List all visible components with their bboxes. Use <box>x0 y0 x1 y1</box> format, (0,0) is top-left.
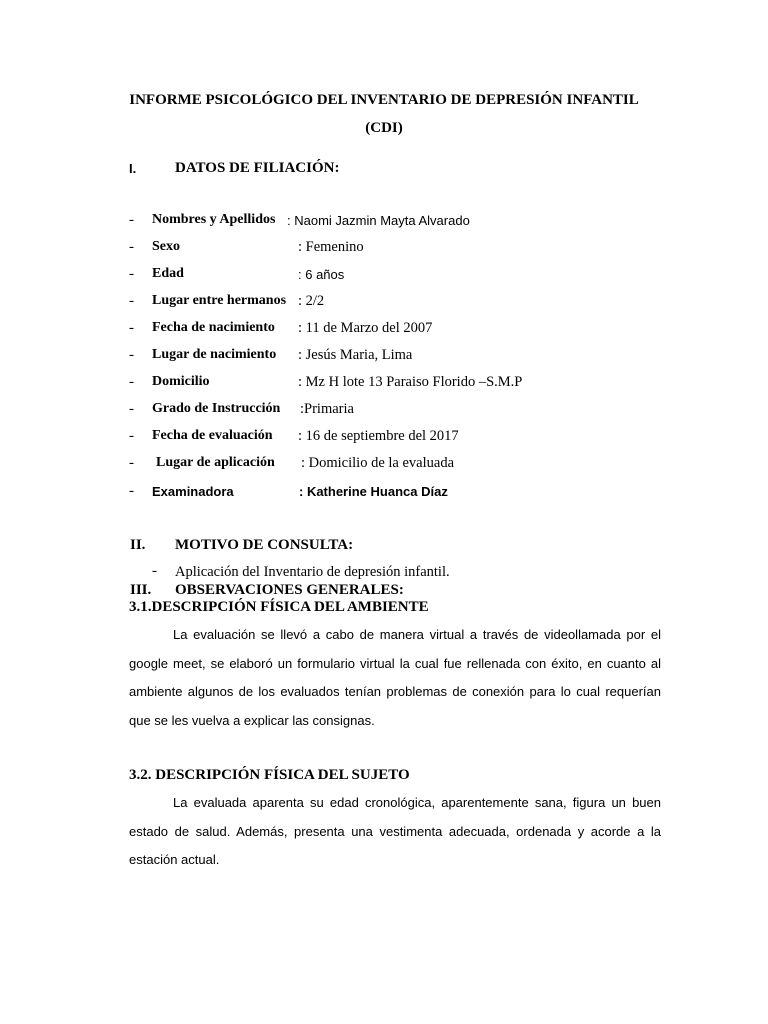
environment-description <box>129 621 661 735</box>
bullet-dash: - <box>129 293 134 309</box>
field-value: : Naomi Jazmin Mayta Alvarado <box>287 213 470 228</box>
field-value: : Domicilio de la evaluada <box>301 455 455 471</box>
bullet-dash: - <box>129 455 134 471</box>
bullet-dash: - <box>129 428 134 444</box>
field-value: : 6 años <box>298 267 345 282</box>
field-label: Edad <box>152 266 184 281</box>
field-value: : 16 de septiembre del 2017 <box>298 428 459 444</box>
field-value: : 11 de Marzo del 2007 <box>298 320 433 336</box>
section3-heading: OBSERVACIONES GENERALES: <box>175 582 404 598</box>
field-value: : Femenino <box>298 239 364 255</box>
section1-heading: DATOS DE FILIACIÓN: <box>175 160 340 176</box>
bullet-dash: - <box>152 563 157 579</box>
bullet-dash: - <box>129 401 134 417</box>
field-value: : Mz H lote 13 Paraiso Florido –S.M.P <box>298 374 523 390</box>
environment-description-text: La evaluación se llevó a cabo de manera virtual a través de videollamada por el google meet, se elaboró un formulario virtual la cual fue rellenada con éxito, en cuanto al ambiente algunos de los evaluados tenían problemas de conexión para lo cual requerían que se les vuelva a explicar las consignas. <box>129 627 661 728</box>
field-value: : Katherine Huanca Díaz <box>299 484 448 499</box>
field-label: Examinadora <box>152 484 234 499</box>
section2-heading: MOTIVO DE CONSULTA: <box>175 537 354 553</box>
bullet-dash: - <box>129 266 134 282</box>
field-value: :Primaria <box>300 401 354 417</box>
field-label: Fecha de nacimiento <box>152 320 275 335</box>
subject-description-text: La evaluada aparenta su edad cronológica, aparentemente sana, figura un buen estado de salud. Además, presenta una vestimenta adecuada, ordenada y acorde a la estación actual. <box>129 795 661 867</box>
field-label: Fecha de evaluación <box>152 428 273 443</box>
bullet-dash: - <box>129 374 134 390</box>
report-title-line2: (CDI) <box>365 120 403 136</box>
field-label: Grado de Instrucción <box>152 401 281 416</box>
subsection-3-2-heading: 3.2. DESCRIPCIÓN FÍSICA DEL SUJETO <box>129 767 410 783</box>
subject-description <box>129 789 661 875</box>
bullet-dash: - <box>129 347 134 363</box>
field-label: Lugar de nacimiento <box>152 347 277 362</box>
bullet-dash: - <box>129 483 134 499</box>
field-label: Sexo <box>152 239 180 254</box>
section2-number: II. <box>130 537 146 553</box>
bullet-dash: - <box>129 239 134 255</box>
bullet-dash: - <box>129 320 134 336</box>
field-label: Nombres y Apellidos <box>152 212 276 227</box>
field-value: : 2/2 <box>298 293 325 309</box>
section3-number: III. <box>130 582 152 598</box>
field-label: Domicilio <box>152 374 210 389</box>
field-value: : Jesús Maria, Lima <box>298 347 413 363</box>
report-title-line1: INFORME PSICOLÓGICO DEL INVENTARIO DE DEPRESIÓN INFANTIL <box>129 92 639 108</box>
field-label: Lugar entre hermanos <box>152 293 287 308</box>
subsection-3-1-heading: 3.1.DESCRIPCIÓN FÍSICA DEL AMBIENTE <box>129 599 429 615</box>
section1-number: I. <box>129 161 137 176</box>
field-label: Lugar de aplicación <box>156 455 275 470</box>
consultation-reason: Aplicación del Inventario de depresión infantil. <box>175 564 450 580</box>
bullet-dash: - <box>129 212 134 228</box>
